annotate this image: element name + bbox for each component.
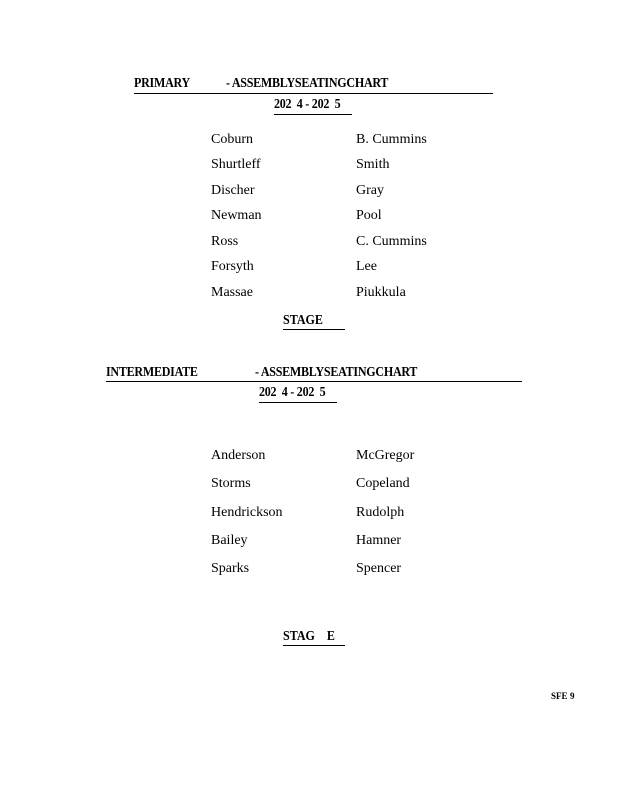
footer-page-number: 9 — [570, 691, 575, 701]
primary-right-3: Gray — [356, 183, 384, 198]
primary-left-6: Forsyth — [211, 259, 254, 274]
intermediate-title-underline — [106, 381, 522, 382]
primary-left-1: Coburn — [211, 132, 253, 147]
intermediate-right-3: Rudolph — [356, 505, 405, 520]
primary-stage-underline — [283, 329, 345, 330]
intermediate-year-underline — [259, 402, 337, 403]
primary-year-underline — [274, 114, 352, 115]
intermediate-left-5: Sparks — [211, 561, 250, 576]
intermediate-left-4: Bailey — [211, 533, 248, 548]
primary-right-7: Piukkula — [356, 285, 406, 300]
intermediate-stage-underline — [283, 645, 345, 646]
intermediate-left-1: Anderson — [211, 448, 266, 463]
primary-title: - ASSEMBLYSEATINGCHART — [226, 76, 389, 91]
intermediate-right-1: McGregor — [356, 448, 415, 463]
primary-right-1: B. Cummins — [356, 132, 427, 147]
primary-label: PRIMARY — [134, 76, 190, 91]
intermediate-label: INTERMEDIATE — [106, 365, 198, 380]
intermediate-right-2: Copeland — [356, 476, 410, 491]
intermediate-right-5: Spencer — [356, 561, 402, 576]
primary-stage-label: STAGE — [283, 313, 323, 328]
intermediate-year: 202 4 - 202 5 — [259, 385, 326, 400]
intermediate-left-2: Storms — [211, 476, 251, 491]
primary-left-3: Discher — [211, 183, 255, 198]
primary-right-4: Pool — [356, 208, 382, 223]
primary-year: 202 4 - 202 5 — [274, 97, 341, 112]
primary-left-7: Massae — [211, 285, 253, 300]
primary-right-6: Lee — [356, 259, 377, 274]
primary-right-5: C. Cummins — [356, 234, 427, 249]
primary-title-underline — [134, 93, 493, 94]
intermediate-right-4: Hamner — [356, 533, 402, 548]
intermediate-title: - ASSEMBLYSEATINGCHART — [255, 365, 418, 380]
primary-left-5: Ross — [211, 234, 239, 249]
primary-left-2: Shurtleff — [211, 157, 261, 172]
primary-left-4: Newman — [211, 208, 262, 223]
intermediate-left-3: Hendrickson — [211, 505, 283, 520]
footer-code: SFE — [551, 691, 568, 701]
primary-right-2: Smith — [356, 157, 390, 172]
intermediate-stage-label: STAG E — [283, 629, 335, 644]
